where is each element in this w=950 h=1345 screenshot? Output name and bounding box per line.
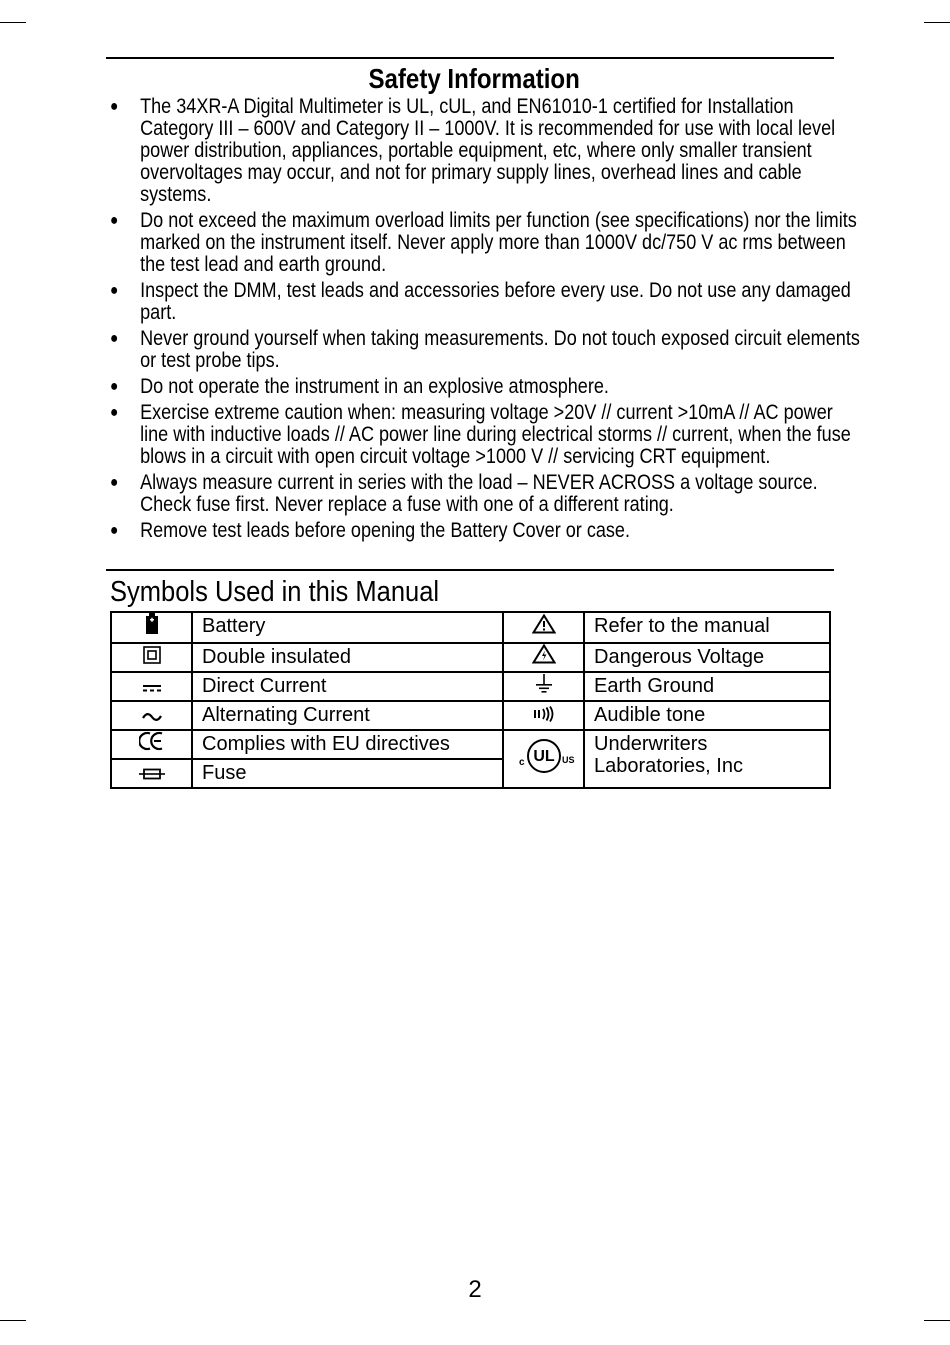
crop-mark-top-right bbox=[924, 22, 950, 23]
table-row bbox=[111, 730, 830, 759]
symbol-label: Underwriters Laboratories, Inc bbox=[584, 730, 830, 788]
direct-current-icon bbox=[111, 672, 192, 701]
bullet-icon: ● bbox=[110, 282, 119, 299]
table-row bbox=[111, 701, 830, 730]
bullet-icon: ● bbox=[110, 378, 119, 395]
crop-mark-top-left bbox=[0, 22, 26, 23]
symbols-heading: Symbols Used in this Manual bbox=[110, 576, 440, 608]
list-item: ● Remove test leads before opening the Battery Cover or case. bbox=[110, 519, 631, 542]
bullet-icon: ● bbox=[110, 330, 119, 347]
list-item: ● Do not exceed the maximum overload limits per function (see specifications) nor the limits marked on the instrument itself. Never apply more than 1000V dc/750 V ac rms between the test lead and earth ground. bbox=[110, 209, 857, 276]
list-item: ● Do not operate the instrument in an explosive atmosphere. bbox=[110, 375, 609, 398]
symbol-label: Alternating Current bbox=[192, 701, 503, 730]
top-rule bbox=[106, 57, 834, 59]
crop-mark-bottom-left bbox=[0, 1320, 26, 1321]
ul-mark-ul: UL bbox=[532, 747, 555, 765]
table-row bbox=[111, 672, 830, 701]
page-title: Safety Information bbox=[368, 63, 580, 94]
warning-triangle-icon bbox=[503, 612, 584, 643]
ul-mark-us: US bbox=[561, 754, 575, 765]
ul-mark-icon bbox=[503, 730, 584, 788]
audible-tone-icon bbox=[503, 701, 584, 730]
bullet-icon: ● bbox=[110, 404, 119, 421]
fuse-icon bbox=[111, 759, 192, 788]
symbol-label: Double insulated bbox=[192, 643, 503, 672]
section-rule bbox=[106, 569, 834, 571]
symbol-label: Direct Current bbox=[192, 672, 503, 701]
safety-list bbox=[110, 96, 870, 546]
bullet-icon: ● bbox=[110, 474, 119, 491]
symbol-label: Fuse bbox=[192, 759, 503, 788]
symbol-label: Dangerous Voltage bbox=[584, 643, 830, 672]
table-row bbox=[111, 612, 830, 643]
alternating-current-icon bbox=[111, 701, 192, 730]
symbol-label: Audible tone bbox=[584, 701, 830, 730]
battery-icon bbox=[111, 612, 192, 643]
list-item: ● Never ground yourself when taking measurements. Do not touch exposed circuit elements or test probe tips. bbox=[110, 327, 860, 372]
bullet-icon: ● bbox=[110, 98, 119, 115]
high-voltage-triangle-icon bbox=[503, 643, 584, 672]
ul-mark-c: c bbox=[518, 756, 525, 768]
table-row bbox=[111, 643, 830, 672]
list-item: ● Inspect the DMM, test leads and accessories before every use. Do not use any damaged part. bbox=[110, 279, 851, 324]
list-item: ● The 34XR-A Digital Multimeter is UL, cUL, and EN61010-1 certified for Installation Category III – 600V and Category II – 1000V. It is recommended for use with local level power distribution, appliances, portable equipment, etc, where only smaller transient overvoltages may occur, and not for primary supply lines, overhead lines and cable systems. bbox=[110, 95, 836, 206]
crop-mark-bottom-right bbox=[924, 1320, 950, 1321]
symbol-label: Complies with EU directives bbox=[192, 730, 503, 759]
symbols-table bbox=[110, 611, 831, 789]
symbol-label: Earth Ground bbox=[584, 672, 830, 701]
symbol-label: Battery bbox=[192, 612, 503, 643]
bullet-icon: ● bbox=[110, 212, 119, 229]
bullet-icon: ● bbox=[110, 522, 119, 539]
symbol-label: Refer to the manual bbox=[584, 612, 830, 643]
double-insulated-icon bbox=[111, 643, 192, 672]
list-item: ● Exercise extreme caution when: measuring voltage >20V // current >10mA // AC power line with inductive loads // AC power line during electrical storms // current, when the fuse blows in a circuit with open circuit voltage >1000 V // servicing CRT equipment. bbox=[110, 401, 851, 468]
list-item: ● Always measure current in series with the load – NEVER ACROSS a voltage source. Check fuse first. Never replace a fuse with one of a different rating. bbox=[110, 471, 818, 516]
earth-ground-icon bbox=[503, 672, 584, 701]
page-number: 2 bbox=[468, 1276, 482, 1303]
ce-mark-icon bbox=[111, 730, 192, 759]
